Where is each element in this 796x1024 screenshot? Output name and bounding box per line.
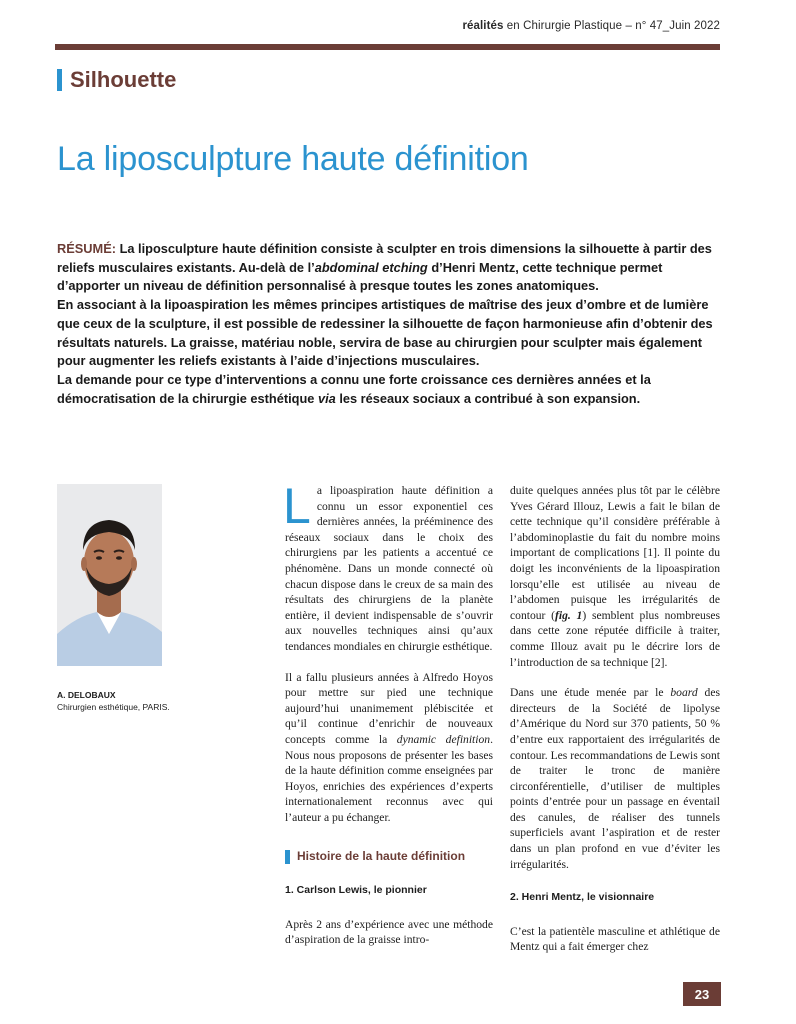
subsubsection-title: 2. Henri Mentz, le visionnaire xyxy=(510,891,655,904)
section-label: Silhouette xyxy=(70,67,177,92)
section-heading xyxy=(57,67,176,93)
body-paragraph: Après 2 ans d’expérience avec une méthode d’aspiration de la graisse intro- xyxy=(285,917,493,947)
drop-cap: L xyxy=(283,478,311,534)
paragraph-emphasis: dynamic definition xyxy=(396,732,491,746)
paragraph-text: Il a fallu plusieurs années à Alfredo Hoyos pour mettre sur pied une technique aujourd’hui unanimement plébiscitée et qu’il continue d’enrichir de nouveaux concepts comme la xyxy=(285,670,493,746)
body-paragraph xyxy=(283,478,493,655)
subsection-marker xyxy=(285,850,290,864)
body-paragraph xyxy=(510,483,720,670)
paragraph-text: ) semblent plus nombreuses dans cette zone réputée difficile à traiter, comme Illouz avait pu le décrire lors de l’introduction de sa technique [2]. xyxy=(510,608,720,669)
text-column-1 xyxy=(283,478,493,948)
abstract-emphasis: via xyxy=(317,390,336,406)
body-paragraph: C’est la patientèle masculine et athlétique de Mentz qui a fait émerger chez xyxy=(510,924,720,954)
journal-name: réalités xyxy=(462,20,504,32)
journal-header xyxy=(462,20,720,32)
abstract-paragraph-2: En associant à la lipoaspiration les mêmes principes artistiques de maîtrise des jeux d’ombre et de lumière que ceux de la sculpture, il est possible de redessiner la silhouette de façon harmonieuse afin d’obtenir des résultats naturels. La graisse, matériau noble, servira de base au chirurgien pour sculpter mais également pour augmenter les reliefs existants à l’aide d’injections musculaires. xyxy=(57,297,713,369)
abstract-label: RÉSUMÉ: xyxy=(57,241,117,256)
abstract-paragraph-3 xyxy=(57,371,723,408)
paragraph-text: a lipoaspiration haute définition a connu un essor exponentiel ces dernières années, la prééminence des réseaux sociaux dans le choix des chirurgiens par les patients a accentué ce phénomène. Dans un monde connecté où chacun dispose dans le creux de sa main des résultats des chirurgiens de la planète entière, il devient indispensable de s’ouvrir aux nouvelles techniques ainsi qu’aux tendances mondiales en chirurgie esthétique. xyxy=(285,484,493,653)
paragraph-text: des directeurs de la Société de lipolyse d’Amérique du Nord sur 370 patients, 50 % d’entre eux rapportaient des irrégularités de contour. Les recommandations de Lewis sont de traiter le tronc de manière circonférentielle, d’utiliser de multiples points d’entrée pour un passage en éventail des canules, de réaliser des tunnels superficiels avant l’aspiration et de rester dans un plan profond en vue d’éviter les irrégularités. xyxy=(510,686,720,871)
abstract-text: La demande pour ce type d’interventions a connu une forte croissance ces dernières années et la démocratisation de la chirurgie esthétique xyxy=(57,371,651,406)
subsubsection-title: 1. Carlson Lewis, le pionnier xyxy=(285,884,427,897)
body-paragraph xyxy=(510,685,720,872)
abstract-text: les réseaux sociaux a contribué à son expansion. xyxy=(335,390,641,406)
subsection-title: Histoire de la haute définition xyxy=(297,849,466,864)
journal-issue: en Chirurgie Plastique – n° 47_Juin 2022 xyxy=(503,20,720,32)
author-role: Chirurgien esthétique, PARIS. xyxy=(57,702,170,712)
paragraph-text: . Nous nous proposons de présenter les bases de la haute définition comme enseignées par Hoyos, enrichies des expériences d’experts internationalement reconnus avec qui l’auteur a pu échanger. xyxy=(285,732,493,824)
abstract-text: d’Henri Mentz, cette technique permet d’apporter un niveau de définition personnalisé à presque toutes les zones anatomiques. xyxy=(57,259,663,294)
paragraph-emphasis: board xyxy=(670,686,698,700)
paragraph-text: duite quelques années plus tôt par le célèbre Yves Gérard Illouz, Lewis a fait le bilan de cette technique qu’il considère préférable à l’abdominoplastie du fait du nombre moins important de complications [1]. Il pointe du doigt les inconvénients de la lipoaspiration lorsqu’elle est utilisée au niveau de l’abdomen puisque les irrégularités de contour ( xyxy=(510,484,720,622)
body-paragraph xyxy=(285,670,493,826)
subsection-heading xyxy=(285,849,493,865)
abstract-paragraph-1 xyxy=(57,240,723,296)
header-rule xyxy=(55,44,720,50)
abstract-text: La liposculpture haute définition consiste à sculpter en trois dimensions la silhouette à partir des reliefs musculaires existants. Au-delà de l’ xyxy=(57,241,712,275)
page-number: 23 xyxy=(683,982,721,1006)
author-photo xyxy=(57,484,162,666)
abstract xyxy=(57,240,723,408)
author-name: A. DELOBAUX xyxy=(57,690,116,700)
article-title: La liposculpture haute définition xyxy=(57,140,529,178)
text-column-2 xyxy=(510,483,720,955)
abstract-emphasis: abdominal etching xyxy=(314,259,428,275)
author-portrait-image xyxy=(57,484,162,666)
author-caption xyxy=(57,689,170,713)
figure-reference: fig. 1 xyxy=(555,608,583,622)
section-marker xyxy=(57,69,62,91)
paragraph-text: Dans une étude menée par le xyxy=(510,686,671,700)
